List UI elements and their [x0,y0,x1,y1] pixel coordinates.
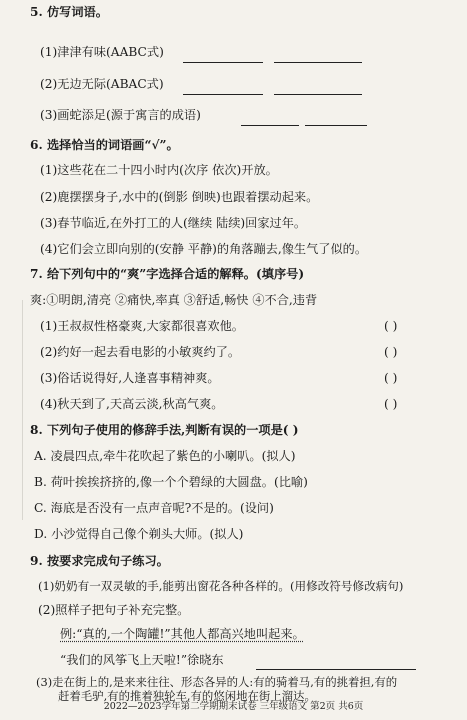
q9-item-2: (2)照样子把句子补充完整。 [38,603,190,617]
q5-item-1-blank-2[interactable] [274,50,362,63]
q5-item-3 [40,107,201,123]
q5-item-2 [40,76,164,92]
q8-title: 8. 下列句子使用的修辞手法,判断有误的一项是( ) [30,423,299,437]
q7-definitions: 爽:①明朗,清亮 ②痛快,率真 ③舒适,畅快 ④不合,违背 [30,293,318,307]
q5-item-2-text: (2)无边无际(ABAC式) [40,77,164,91]
q9-title: 9. 按要求完成句子练习。 [30,554,169,568]
q7-title: 7. 给下列句中的“爽”字选择合适的解释。(填序号) [30,267,305,281]
q7-item-4: (4)秋天到了,天高云淡,秋高气爽。 [40,397,224,411]
q8-option-c: C. 海底是否没有一点声音呢?不是的。(设问) [34,501,274,515]
q9-fill-sentence: “我们的风筝飞上天啦!”徐晓东 [60,653,224,667]
q9-item-3-line-1: (3)走在街上的,是来来往往、形态各异的人:有的骑着马,有的挑着担,有的 [36,675,398,689]
q6-item-3: (3)春节临近,在外打工的人(继续 陆续)回家过年。 [40,216,307,230]
q9-example-text: 例:“真的,一个陶罐!”其他人都高兴地叫起来。 [60,627,305,641]
q5-title: 5. 仿写词语。 [30,5,108,19]
q8-option-b: B. 荷叶挨挨挤挤的,像一个个碧绿的大圆盘。(比喻) [34,475,308,489]
q5-item-1-text: (1)津津有味(AABC式) [40,45,164,59]
q8-option-d: D. 小沙觉得自己像个剃头大师。(拟人) [34,527,244,541]
q9-item-1: (1)奶奶有一双灵敏的手,能剪出窗花各种各样的。(用修改符号修改病句) [38,579,404,593]
q5-item-3-blank-1[interactable] [241,113,299,126]
q7-item-1: (1)王叔叔性格豪爽,大家都很喜欢他。 [40,319,244,333]
q6-item-4: (4)它们会立即向别的(安静 平静)的角落蹦去,像生气了似的。 [40,242,368,256]
q6-title: 6. 选择恰当的词语画“√”。 [30,138,179,152]
q7-item-1-answer[interactable]: ( ) [384,319,398,333]
q8-option-a: A. 凌晨四点,牵牛花吹起了紫色的小喇叭。(拟人) [34,449,296,463]
q5-item-2-blank-2[interactable] [274,82,362,95]
q7-item-2-answer[interactable]: ( ) [384,345,398,359]
q5-item-1 [40,44,164,60]
q5-item-1-blank-1[interactable] [183,50,263,63]
q9-example [60,626,305,642]
q5-item-3-blank-2[interactable] [305,113,367,126]
q5-item-2-blank-1[interactable] [183,82,263,95]
margin-line [22,300,23,520]
q6-item-2: (2)鹿摆摆身子,水中的(倒影 倒映)也跟着摆动起来。 [40,190,319,204]
q6-item-1: (1)这些花在二十四小时内(次序 依次)开放。 [40,163,278,177]
q5-item-3-text: (3)画蛇添足(源于寓言的成语) [40,108,201,122]
q7-item-3-answer[interactable]: ( ) [384,371,398,385]
q7-item-4-answer[interactable]: ( ) [384,397,398,411]
q7-item-2: (2)约好一起去看电影的小敏爽约了。 [40,345,241,359]
q7-item-3: (3)俗话说得好,人逢喜事精神爽。 [40,371,220,385]
page-footer: 2022—2023学年第二学期期末试卷 三年级语文 第2页 共6页 [103,701,364,712]
q9-fill-blank[interactable] [256,657,416,670]
q9-item-3-line-2: 赶着毛驴,有的推着独轮车,有的悠闲地在街上溜达。 [58,689,316,703]
